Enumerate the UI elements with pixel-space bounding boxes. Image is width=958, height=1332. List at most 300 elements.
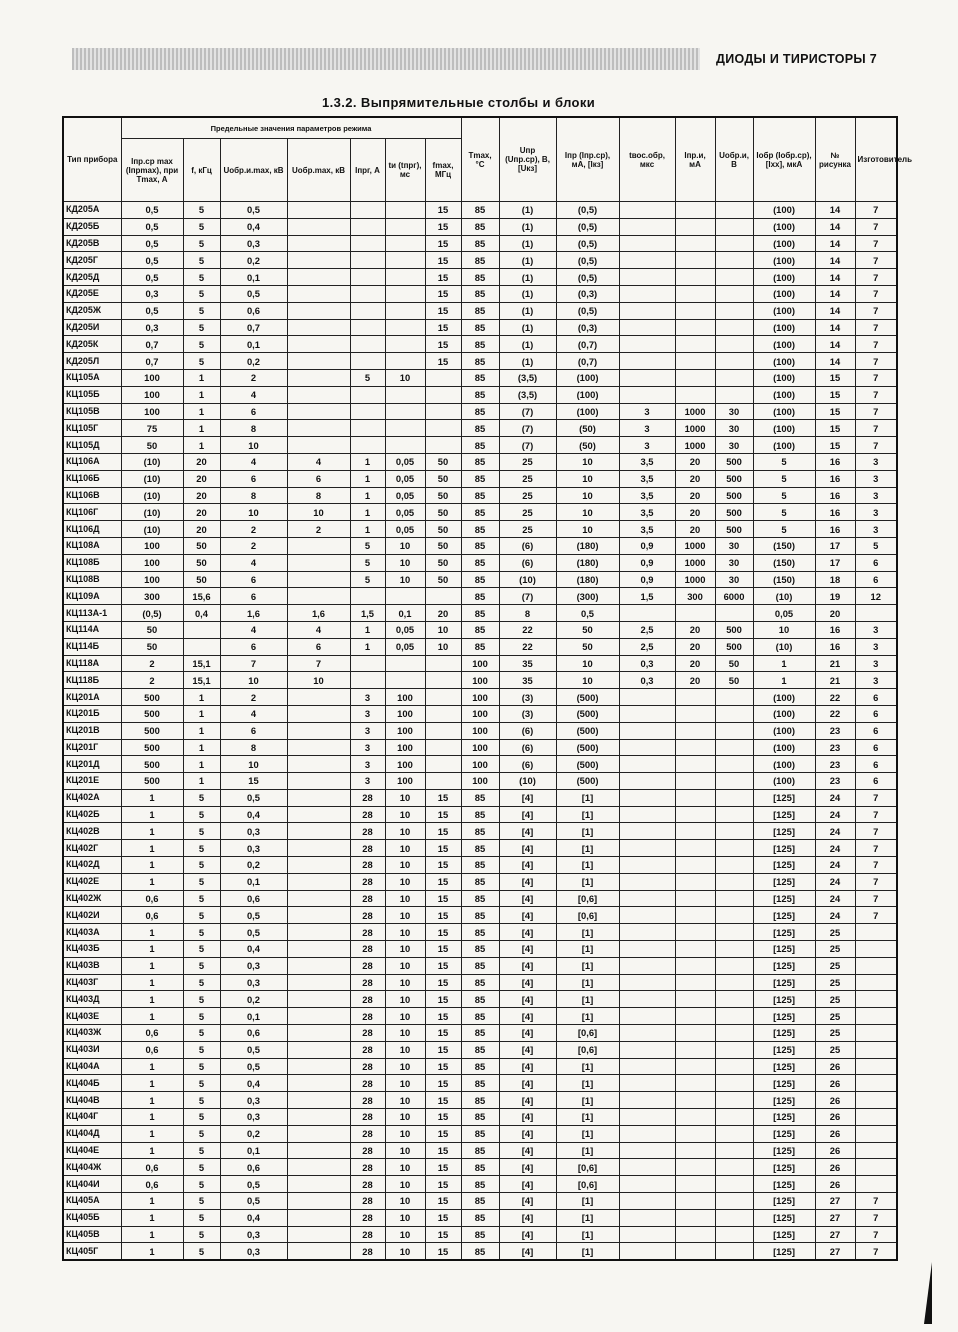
table-cell: [4]: [499, 941, 556, 958]
table-cell: 7: [855, 285, 897, 302]
table-cell: 6: [287, 638, 350, 655]
table-cell: [675, 722, 715, 739]
table-cell: 0,3: [220, 957, 287, 974]
table-cell: 26: [815, 1125, 855, 1142]
table-cell: [715, 1058, 753, 1075]
table-cell: [385, 588, 425, 605]
table-cell: (100): [753, 336, 815, 353]
page-edge-mark: [924, 1262, 932, 1324]
table-cell: 85: [461, 235, 499, 252]
table-cell: 1: [753, 672, 815, 689]
table-cell: 14: [815, 319, 855, 336]
table-cell: [715, 1243, 753, 1260]
col-maker: Изготовитель: [855, 117, 897, 202]
table-cell: 25: [815, 974, 855, 991]
table-cell: [125]: [753, 840, 815, 857]
table-cell: 1: [183, 773, 220, 790]
table-row: [63, 890, 897, 907]
table-cell: 28: [350, 924, 385, 941]
table-cell: 100: [121, 386, 183, 403]
table-cell: 85: [461, 453, 499, 470]
cell-device-type: КД205Е: [63, 285, 121, 302]
cell-device-type: КЦ108Б: [63, 554, 121, 571]
table-cell: 20: [675, 487, 715, 504]
table-cell: 3: [855, 470, 897, 487]
table-cell: 1000: [675, 420, 715, 437]
table-cell: 6: [220, 571, 287, 588]
table-cell: 3: [855, 672, 897, 689]
table-cell: [675, 1025, 715, 1042]
table-cell: [4]: [499, 1025, 556, 1042]
table-cell: (10): [121, 470, 183, 487]
table-cell: [1]: [556, 857, 619, 874]
table-cell: 0,5: [121, 252, 183, 269]
cell-device-type: КЦ106Д: [63, 521, 121, 538]
table-cell: 0,6: [220, 1025, 287, 1042]
table-cell: [675, 773, 715, 790]
table-cell: (1): [499, 319, 556, 336]
table-cell: [619, 302, 675, 319]
table-cell: 5: [183, 806, 220, 823]
table-cell: 24: [815, 857, 855, 874]
table-cell: 0,5: [220, 285, 287, 302]
table-cell: 4: [220, 453, 287, 470]
table-cell: 5: [183, 1041, 220, 1058]
table-cell: [619, 252, 675, 269]
table-cell: 85: [461, 319, 499, 336]
table-cell: 75: [121, 420, 183, 437]
table-cell: 15: [425, 840, 461, 857]
cell-device-type: КЦ403Б: [63, 941, 121, 958]
table-cell: [425, 773, 461, 790]
table-cell: (3): [499, 689, 556, 706]
table-cell: 16: [815, 453, 855, 470]
table-cell: [715, 739, 753, 756]
table-row: [63, 386, 897, 403]
table-cell: [287, 369, 350, 386]
table-cell: [675, 218, 715, 235]
table-cell: [675, 857, 715, 874]
cell-device-type: КЦ113А-1: [63, 605, 121, 622]
table-cell: 500: [121, 722, 183, 739]
table-cell: [287, 554, 350, 571]
table-cell: [675, 873, 715, 890]
cell-device-type: КЦ201Б: [63, 705, 121, 722]
table-row: [63, 621, 897, 638]
table-cell: 0,5: [220, 1193, 287, 1210]
table-cell: 28: [350, 1092, 385, 1109]
table-cell: 1: [350, 487, 385, 504]
table-cell: [385, 252, 425, 269]
table-cell: 10: [385, 1176, 425, 1193]
table-cell: 15: [425, 235, 461, 252]
table-cell: 20: [675, 638, 715, 655]
table-cell: 5: [183, 924, 220, 941]
table-cell: 20: [675, 521, 715, 538]
table-cell: 85: [461, 638, 499, 655]
table-cell: [125]: [753, 1025, 815, 1042]
table-cell: [675, 1243, 715, 1260]
table-cell: [715, 722, 753, 739]
table-cell: 0,5: [220, 924, 287, 941]
table-cell: [287, 403, 350, 420]
table-cell: 15: [425, 823, 461, 840]
table-cell: [715, 1092, 753, 1109]
table-cell: 10: [287, 672, 350, 689]
table-cell: 27: [815, 1226, 855, 1243]
table-cell: (100): [753, 285, 815, 302]
table-cell: 0,1: [220, 1142, 287, 1159]
table-cell: 28: [350, 941, 385, 958]
table-cell: 15: [425, 1092, 461, 1109]
table-cell: [125]: [753, 873, 815, 890]
cell-device-type: КЦ403В: [63, 957, 121, 974]
table-cell: [350, 437, 385, 454]
table-cell: [385, 672, 425, 689]
table-cell: 2: [220, 537, 287, 554]
col-ipr: Iпр (Iпр.ср), мА, [Iкз]: [556, 117, 619, 202]
table-cell: (100): [753, 235, 815, 252]
table-cell: [125]: [753, 806, 815, 823]
table-cell: 0,05: [385, 453, 425, 470]
table-cell: 0,3: [220, 974, 287, 991]
table-cell: (180): [556, 554, 619, 571]
table-cell: [350, 202, 385, 219]
table-row: [63, 537, 897, 554]
table-cell: 16: [815, 621, 855, 638]
table-row: [63, 285, 897, 302]
table-cell: 1000: [675, 554, 715, 571]
table-cell: [287, 269, 350, 286]
table-cell: 28: [350, 1041, 385, 1058]
table-cell: 24: [815, 907, 855, 924]
table-cell: 3,5: [619, 487, 675, 504]
table-cell: 5: [350, 554, 385, 571]
table-cell: 28: [350, 1109, 385, 1126]
table-row: [63, 269, 897, 286]
table-cell: 10: [385, 1193, 425, 1210]
table-cell: [287, 1142, 350, 1159]
cell-device-type: КЦ105Б: [63, 386, 121, 403]
table-cell: 0,4: [220, 1209, 287, 1226]
table-cell: [675, 823, 715, 840]
table-cell: [4]: [499, 1125, 556, 1142]
table-cell: [385, 285, 425, 302]
table-cell: 5: [350, 369, 385, 386]
table-cell: [715, 1176, 753, 1193]
table-cell: 500: [121, 756, 183, 773]
table-cell: 85: [461, 403, 499, 420]
table-cell: 1: [183, 386, 220, 403]
table-row: [63, 1041, 897, 1058]
table-cell: 85: [461, 437, 499, 454]
table-cell: [619, 369, 675, 386]
table-cell: [855, 974, 897, 991]
table-cell: 6000: [715, 588, 753, 605]
table-cell: [855, 1008, 897, 1025]
table-cell: 3: [855, 621, 897, 638]
table-cell: 5: [183, 789, 220, 806]
table-cell: (100): [753, 705, 815, 722]
table-cell: 24: [815, 806, 855, 823]
table-cell: [385, 655, 425, 672]
table-cell: 0,3: [619, 655, 675, 672]
table-cell: 85: [461, 252, 499, 269]
table-cell: 8: [287, 487, 350, 504]
table-cell: 16: [815, 470, 855, 487]
table-cell: 85: [461, 487, 499, 504]
table-cell: (100): [753, 403, 815, 420]
table-cell: [287, 907, 350, 924]
table-cell: [715, 386, 753, 403]
table-cell: [4]: [499, 1075, 556, 1092]
table-cell: (150): [753, 554, 815, 571]
table-cell: 6: [855, 722, 897, 739]
table-cell: [287, 890, 350, 907]
table-cell: 50: [425, 453, 461, 470]
table-cell: 85: [461, 1075, 499, 1092]
table-cell: [1]: [556, 991, 619, 1008]
table-cell: (100): [753, 739, 815, 756]
col-uobr-imax: Uобр.и.max, кВ: [220, 139, 287, 202]
table-row: [63, 991, 897, 1008]
table-cell: 2: [220, 521, 287, 538]
table-row: [63, 1176, 897, 1193]
table-cell: [4]: [499, 957, 556, 974]
table-cell: [715, 957, 753, 974]
table-cell: 3,5: [619, 521, 675, 538]
table-cell: [619, 1025, 675, 1042]
table-cell: 85: [461, 537, 499, 554]
table-cell: 5: [183, 1193, 220, 1210]
table-cell: 10: [556, 672, 619, 689]
table-cell: 5: [183, 991, 220, 1008]
table-cell: 85: [461, 974, 499, 991]
table-cell: 5: [753, 504, 815, 521]
table-cell: 85: [461, 1058, 499, 1075]
col-iobr: Iобр (Iобр.ср), [Iхх], мкА: [753, 117, 815, 202]
table-cell: [125]: [753, 1209, 815, 1226]
table-cell: 10: [385, 554, 425, 571]
table-cell: 10: [556, 487, 619, 504]
table-cell: 500: [715, 504, 753, 521]
table-cell: 30: [715, 571, 753, 588]
table-cell: 85: [461, 218, 499, 235]
table-cell: (1): [499, 218, 556, 235]
table-cell: [350, 336, 385, 353]
table-cell: [675, 789, 715, 806]
table-row: [63, 588, 897, 605]
table-cell: (100): [753, 420, 815, 437]
table-cell: (6): [499, 537, 556, 554]
table-cell: [619, 991, 675, 1008]
table-cell: 0,2: [220, 353, 287, 370]
cell-device-type: КД205А: [63, 202, 121, 219]
table-cell: 85: [461, 470, 499, 487]
table-cell: (100): [753, 689, 815, 706]
table-cell: 10: [425, 638, 461, 655]
cell-device-type: КЦ404Ж: [63, 1159, 121, 1176]
table-cell: (10): [499, 571, 556, 588]
table-cell: 3: [619, 420, 675, 437]
table-cell: [287, 1109, 350, 1126]
table-cell: 28: [350, 1176, 385, 1193]
table-cell: 28: [350, 1125, 385, 1142]
table-cell: [385, 403, 425, 420]
cell-device-type: КЦ402Г: [63, 840, 121, 857]
table-cell: 7: [855, 252, 897, 269]
table-cell: [0,6]: [556, 890, 619, 907]
table-cell: 50: [183, 554, 220, 571]
table-cell: 5: [183, 857, 220, 874]
table-cell: 8: [499, 605, 556, 622]
col-f: f, кГц: [183, 139, 220, 202]
table-cell: 10: [556, 504, 619, 521]
table-row: [63, 957, 897, 974]
table-cell: 0,3: [220, 840, 287, 857]
table-cell: 6: [220, 403, 287, 420]
table-cell: [350, 655, 385, 672]
cell-device-type: КЦ201В: [63, 722, 121, 739]
table-row: [63, 504, 897, 521]
table-cell: (7): [499, 403, 556, 420]
table-cell: 500: [715, 621, 753, 638]
table-cell: 0,3: [220, 1109, 287, 1126]
table-cell: [675, 1226, 715, 1243]
table-cell: 85: [461, 941, 499, 958]
table-cell: 15: [425, 857, 461, 874]
table-cell: 5: [183, 1092, 220, 1109]
cell-device-type: КЦ403Ж: [63, 1025, 121, 1042]
col-ti: tи (tпрг), мс: [385, 139, 425, 202]
table-cell: 0,3: [121, 285, 183, 302]
table-cell: 20: [425, 605, 461, 622]
table-cell: 10: [385, 957, 425, 974]
table-cell: (0,5): [556, 269, 619, 286]
table-cell: [715, 369, 753, 386]
table-cell: 5: [183, 890, 220, 907]
table-cell: 15: [425, 1025, 461, 1042]
table-cell: 6: [855, 571, 897, 588]
col-uobr-max: Uобр.max, кВ: [287, 139, 350, 202]
table-cell: 24: [815, 840, 855, 857]
table-cell: 10: [385, 1008, 425, 1025]
table-cell: 5: [183, 285, 220, 302]
table-cell: 50: [425, 504, 461, 521]
table-cell: [4]: [499, 1092, 556, 1109]
table-cell: 2: [121, 672, 183, 689]
table-cell: 6: [220, 470, 287, 487]
table-cell: [619, 1058, 675, 1075]
cell-device-type: КД205Д: [63, 269, 121, 286]
table-cell: 7: [855, 218, 897, 235]
cell-device-type: КЦ404Е: [63, 1142, 121, 1159]
table-cell: 85: [461, 521, 499, 538]
cell-device-type: КЦ201А: [63, 689, 121, 706]
table-cell: 10: [385, 1142, 425, 1159]
table-cell: 100: [121, 369, 183, 386]
table-cell: 6: [287, 470, 350, 487]
table-cell: 7: [855, 420, 897, 437]
table-cell: [675, 924, 715, 941]
table-cell: 5: [183, 218, 220, 235]
table-cell: [350, 672, 385, 689]
table-cell: 15: [425, 1125, 461, 1142]
table-cell: 20: [675, 470, 715, 487]
table-cell: 50: [556, 638, 619, 655]
table-cell: (3): [499, 705, 556, 722]
table-cell: 15: [425, 789, 461, 806]
table-cell: 0,6: [121, 1159, 183, 1176]
table-cell: 17: [815, 554, 855, 571]
table-cell: 3: [855, 487, 897, 504]
table-cell: 0,05: [385, 521, 425, 538]
cell-device-type: КЦ105Д: [63, 437, 121, 454]
table-cell: (0,5): [556, 218, 619, 235]
table-row: [63, 470, 897, 487]
table-cell: 10: [220, 504, 287, 521]
table-cell: 28: [350, 907, 385, 924]
table-cell: 5: [183, 235, 220, 252]
table-cell: 0,1: [220, 336, 287, 353]
table-cell: [715, 890, 753, 907]
table-cell: [675, 689, 715, 706]
table-cell: 85: [461, 823, 499, 840]
table-cell: 15: [815, 369, 855, 386]
table-cell: [287, 1025, 350, 1042]
table-cell: [287, 941, 350, 958]
table-cell: (300): [556, 588, 619, 605]
table-cell: 10: [385, 974, 425, 991]
table-cell: 15,1: [183, 655, 220, 672]
table-cell: (0,7): [556, 336, 619, 353]
table-cell: 26: [815, 1109, 855, 1126]
table-cell: 28: [350, 789, 385, 806]
table-cell: 1: [121, 823, 183, 840]
cell-device-type: КЦ405В: [63, 1226, 121, 1243]
table-cell: 28: [350, 1243, 385, 1260]
table-cell: 15: [425, 1209, 461, 1226]
table-cell: 15: [425, 1243, 461, 1260]
table-cell: 85: [461, 806, 499, 823]
table-cell: 3: [619, 437, 675, 454]
page-header: [716, 52, 877, 66]
table-cell: (100): [753, 302, 815, 319]
table-cell: [1]: [556, 806, 619, 823]
table-cell: [385, 319, 425, 336]
cell-device-type: КЦ201Г: [63, 739, 121, 756]
table-cell: (100): [556, 369, 619, 386]
table-cell: 7: [855, 840, 897, 857]
table-cell: 0,7: [220, 319, 287, 336]
table-cell: 10: [385, 1125, 425, 1142]
cell-device-type: КЦ404Б: [63, 1075, 121, 1092]
table-cell: [287, 571, 350, 588]
table-cell: 2,5: [619, 621, 675, 638]
table-cell: [675, 1075, 715, 1092]
table-row: [63, 403, 897, 420]
table-cell: 10: [220, 437, 287, 454]
table-cell: 25: [815, 1008, 855, 1025]
table-cell: [619, 974, 675, 991]
cell-device-type: КЦ405Б: [63, 1209, 121, 1226]
table-cell: [287, 1092, 350, 1109]
table-cell: 25: [499, 453, 556, 470]
table-cell: 1: [350, 453, 385, 470]
cell-device-type: КЦ402Д: [63, 857, 121, 874]
table-cell: [125]: [753, 1075, 815, 1092]
table-cell: 14: [815, 218, 855, 235]
